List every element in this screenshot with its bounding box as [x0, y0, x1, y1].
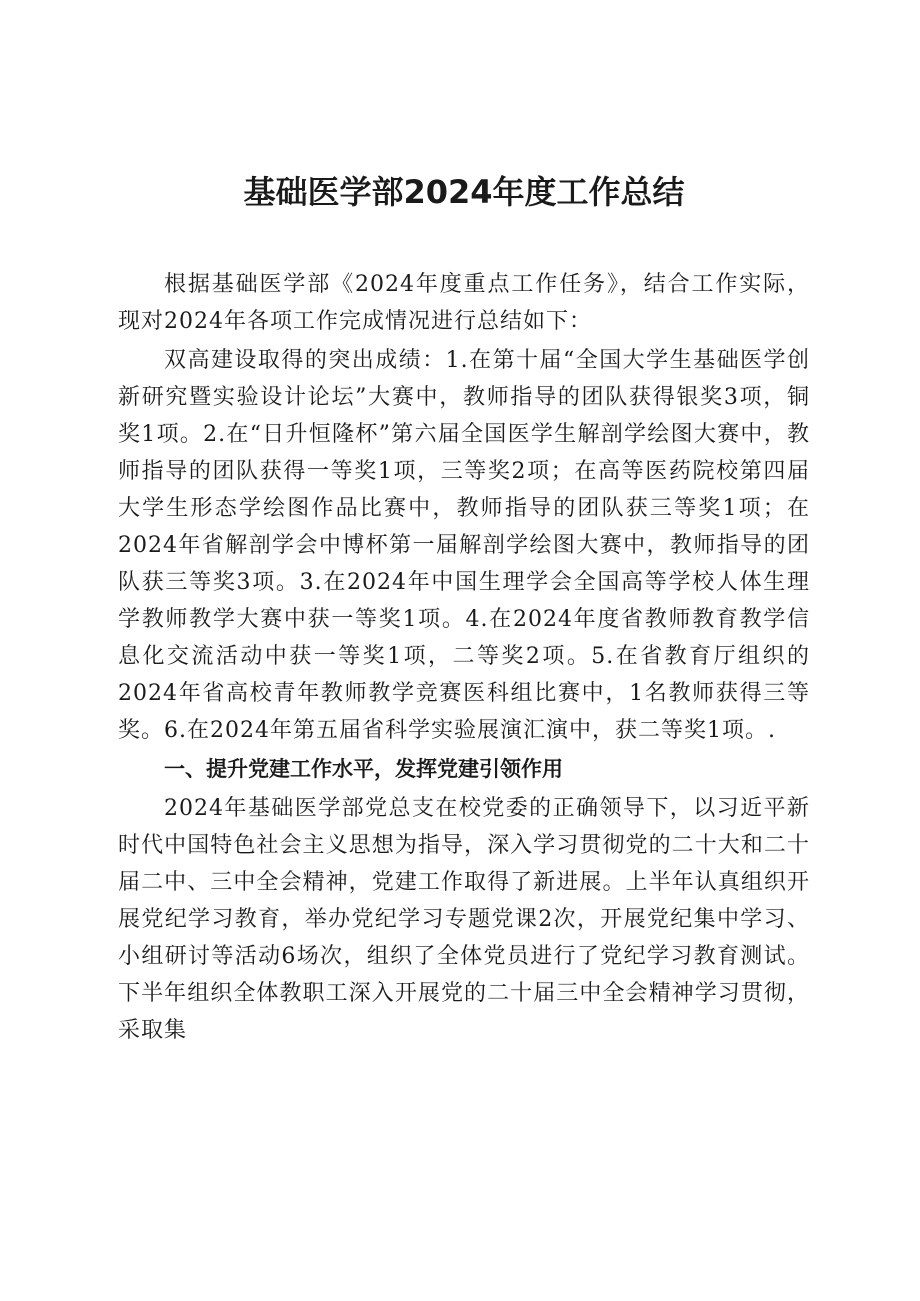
party-building-paragraph: 2024年基础医学部党总支在校党委的正确领导下，以习近平新时代中国特色社会主义思想为指导，深入学习贯彻党的二十大和二十届二中、三中全会精神，党建工作取得了新进展。上半年认真组织开展党纪学习教育，举办党纪学习专题党课2次，开展党纪集中学习、小组研讨等活动6场次，组织了全体党员进行了党纪学习教育测试。下半年组织全体教职工深入开展党的二十届三中全会精神学习贯彻，采取集: [118, 796, 810, 1043]
section-heading-party-building: 一、提升党建工作水平，发挥党建引领作用: [164, 757, 563, 781]
achievements-paragraph: 双高建设取得的突出成绩：1.在第十届“全国大学生基础医学创新研究暨实验设计论坛”大赛中，教师指导的团队获得银奖3项，铜奖1项。2.在“日升恒隆杯”第六届全国医学生解剖学绘图大赛中，教师指导的团队获得一等奖1项，三等奖2项；在高等医药院校第四届大学生形态学绘图作品比赛中，教师指导的团队获三等奖1项；在2024年省解剖学会中博杯第一届解剖学绘图大赛中，教师指导的团队获三等奖3项。3.在2024年中国生理学会全国高等学校人体生理学教师教学大赛中获一等奖1项。4.在2024年度省教师教育教学信息化交流活动中获一等奖1项，二等奖2项。5.在省教育厅组织的2024年省高校青年教师教学竞赛医科组比赛中，1名教师获得三等奖。6.在2024年第五届省科学实验展演汇演中，获二等奖1项。.: [118, 348, 810, 743]
document-title: 基础医学部2024年度工作总结: [243, 173, 685, 211]
document-body: [118, 266, 810, 1049]
intro-paragraph: 根据基础医学部《2024年度重点工作任务》，结合工作实际，现对2024年各项工作完成情况进行总结如下：: [118, 272, 810, 334]
